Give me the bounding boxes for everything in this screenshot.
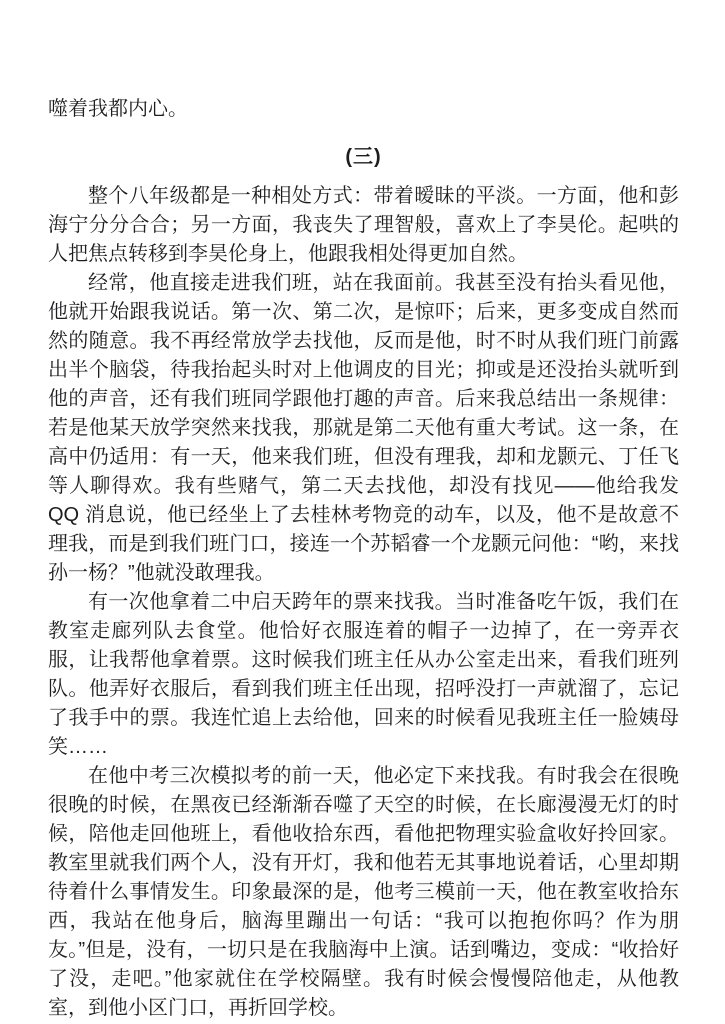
paragraph-3: 有一次他拿着二中启天跨年的票来找我。当时准备吃午饭，我们在教室走廊列队去食堂。他恰好衣服连着的帽子一边掉了，在一旁弄衣服，让我帮他拿着票。这时候我们班主任从办公室走出来，看我们班列队。他弄好衣服后，看到我们班主任出现，招呼没打一声就溜了，忘记了我手中的票。我连忙追上去给他，回来的时候看见我班主任一脸姨母笑…… [48, 591, 679, 758]
continuation-line: 噬着我都内心。 [48, 98, 188, 120]
paragraph-2: 经常，他直接走进我们班，站在我面前。我甚至没有抬头看见他，他就开始跟我说话。第一次、第二次，是惊吓；后来，更多变成自然而然的随意。我不再经常放学去找他，反而是他，时不时从我们班门前露出半个脑袋，待我抬起头时对上他调皮的目光；抑或是还没抬头就听到他的声音，还有我们班同学跟他打趣的声音。后来我总结出一条规律：若是他某天放学突然来找我，那就是第二天他有重大考试。这一条，在高中仍适用：有一天，他来我们班，但没有理我，却和龙颢元、丁任飞等人聊得欢。我有些赌气，第二天去找他，却没有找见——他给我发 QQ 消息说，他已经坐上了去桂林考物竞的动车，以及，他不是故意不理我，而是到我们班门口，接连一个苏韬睿一个龙颢元问他：“哟，来找孙一杨？”他就没敢理我。 [48, 272, 679, 584]
paragraph-4: 在他中考三次模拟考的前一天，他必定下来找我。有时我会在很晚很晚的时候，在黑夜已经渐渐吞噬了天空的时候，在长廊漫漫无灯的时候，陪他走回他班上，看他收拾东西，看他把物理实验盒收好拎回家。教室里就我们两个人，没有开灯，我和他若无其事地说着话，心里却期待着什么事情发生。印象最深的是，他考三模前一天，他在教室收拾东西，我站在他身后，脑海里蹦出一句话：“我可以抱抱你吗？作为朋友。”但是，没有，一切只是在我脑海中上演。话到嘴边，变成：“收拾好了没，走吧。”他家就住在学校隔壁。我有时候会慢慢陪他走，从他教室，到他小区门口，再折回学校。 [48, 765, 679, 1019]
section-heading: (三) [345, 146, 382, 168]
paragraph-1: 整个八年级都是一种相处方式：带着暧昧的平淡。一方面，他和彭海宁分分合合；另一方面，我丧失了理智般，喜欢上了李昊伦。起哄的人把焦点转移到李昊伦身上，他跟我相处得更加自然。 [48, 185, 679, 265]
